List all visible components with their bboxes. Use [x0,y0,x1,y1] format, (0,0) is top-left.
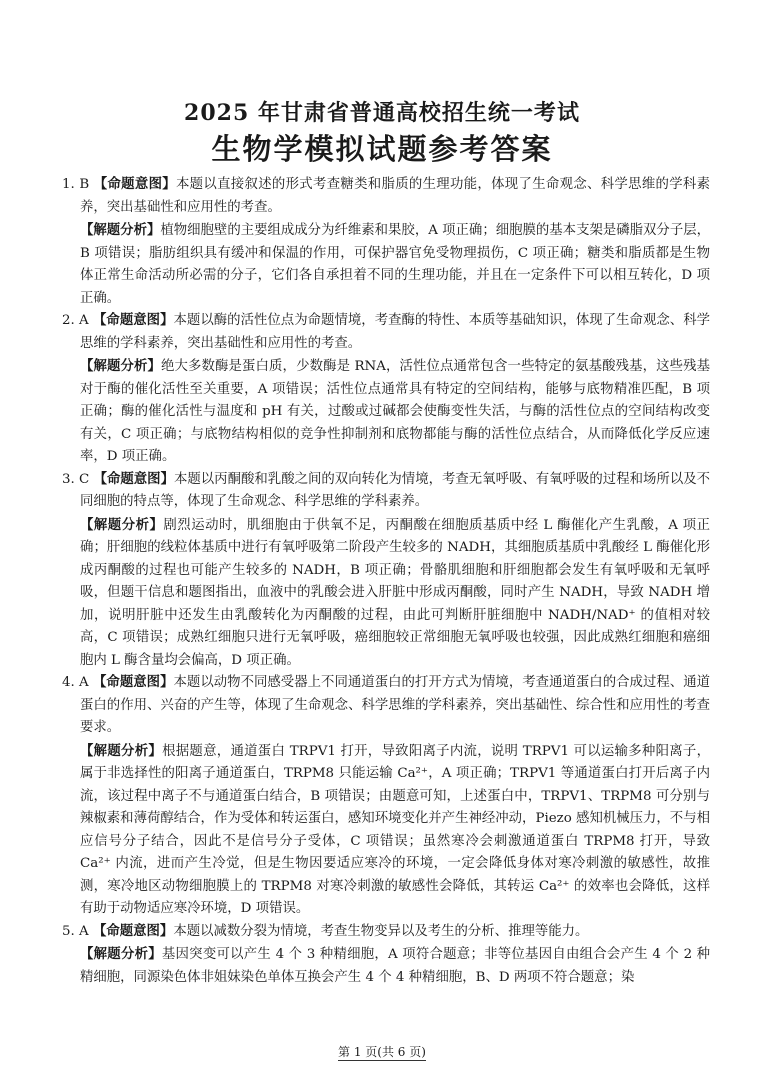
exam-title: 2025 年甘肃省普通高校招生统一考试 [184,100,580,126]
analysis-tag: 【解题分析】 [80,359,162,374]
analysis-tag: 【解题分析】 [80,223,161,238]
question-4-analysis [62,741,710,921]
analysis-text: 基因突变可以产生 4 个 3 种精细胞，A 项符合题意；非等位基因自由组合会产生 4 个 2 种精细胞，同源染色体非姐妹染色单体互换会产生 4 个 4 种精细胞，B、D 两项不符合题意；染 [80,947,710,985]
analysis-tag: 【解题分析】 [80,743,163,759]
answer-body [62,174,710,989]
analysis-tag: 【解题分析】 [80,947,162,962]
analysis-text: 根据题意，通道蛋白 TRPV1 打开，导致阳离子内流，说明 TRPV1 可以运输多种阳离子，属于非选择性的阳离子通道蛋白，TRPM8 只能运输 Ca²⁺，A 项正确；TRPV1 等通道蛋白打开后离子内流，该过程中离子不与通道蛋白结合，B 项错误；由题意可知，上述蛋白中，TRPV1、TRPM8 可分别与辣椒素和薄荷醇结合，作为受体和转运蛋白，感知环境变化并产生神经冲动，Piezo 感知机械压力，不与相应信号分子结合，因此不是信号分子受体，C 项错误；虽然寒冷会刺激通道蛋白 TRPM8 打开，导致 Ca²⁺ 内流，进而产生冷觉，但是生物因要适应寒冷的环境，一定会降低身体对寒冷刺激的敏感性，故推测，寒冷地区动物细胞膜上的 TRPM8 对寒冷刺激的敏感性会降低，其转运 Ca²⁺ 的效率也会降低，这样有助于动物适应寒冷环境，D 项错误。 [80,743,711,916]
question-5-analysis [62,944,710,989]
question-number-answer: 2. A [62,313,89,328]
analysis-tag: 【解题分析】 [80,517,164,533]
question-5-intent [62,921,710,944]
question-2-intent [62,310,710,355]
intent-text: 本题以酶的活性位点为命题情境，考查酶的特性、本质等基础知识，体现了生命观念、科学思维的学科素养，突出基础性和应用性的考查。 [80,313,711,351]
analysis-text: 绝大多数酶是蛋白质，少数酶是 RNA，活性位点通常包含一些特定的氨基酸残基，这些残基对于酶的催化活性至关重要，A 项错误；活性位点通常具有特定的空间结构，能够与底物精准匹配，B 项正确；酶的催化活性与温度和 pH 有关，过酸或过碱都会使酶变性失活，与酶的活性位点的空间结构改变有关，C 项正确；与底物结构相似的竞争性抑制剂和底物都能与酶的活性位点结合，从而降低化学反应速率，D 项正确。 [80,359,710,464]
question-number-answer: 1. B [62,177,90,192]
answer-key-title: 生物学模拟试题参考答案 [211,132,553,166]
intent-text: 本题以动物不同感受器上不同通道蛋白的打开方式为情境，考查通道蛋白的合成过程、通道蛋白的作用、兴奋的产生等，体现了生命观念、科学思维的学科素养，突出基础性、综合性和应用性的考查要求。 [80,675,711,735]
intent-tag: 【命题意图】 [93,313,174,328]
intent-text: 本题以减数分裂为情境，考查生物变异以及考生的分析、推理等能力。 [173,923,589,939]
question-number-answer: 3. C [62,471,90,487]
page-number: 第 1 页(共 6 页) [338,1045,426,1059]
question-1-intent [62,174,710,219]
analysis-text: 剧烈运动时，肌细胞由于供氧不足，丙酮酸在细胞质基质中经 L 酶催化产生乳酸，A 项正确；肝细胞的线粒体基质中进行有氧呼吸第二阶段产生较多的 NADH，其细胞质基质中乳酸经 L 酶催化形成丙酮酸的过程也可能产生较多的 NADH，B 项正确；骨骼肌细胞和肝细胞都会发生有氧呼吸和无氧呼吸，但题干信息和题图指出，血液中的乳酸会进入肝脏中形成丙酮酸，同时产生 NADH，导致 NADH 增加，说明肝脏中还发生由乳酸转化为丙酮酸的过程，由此可判断肝脏细胞中 NADH/NAD⁺ 的值相对较高，C 项错误；成熟红细胞只进行无氧呼吸，癌细胞较正常细胞无氧呼吸也较强，因此成熟红细胞和癌细胞内 L 酶含量均会偏高，D 项正确。 [80,517,710,668]
question-3-intent [62,469,710,514]
intent-tag: 【命题意图】 [92,923,174,939]
question-number-answer: 5. A [62,923,89,939]
page-footer [0,1043,764,1060]
intent-text: 本题以直接叙述的形式考查糖类和脂质的生理功能，体现了生命观念、科学思维的学科素养，突出基础性和应用性的考查。 [80,177,711,215]
question-4-intent [62,672,710,740]
question-2-analysis [62,356,710,469]
analysis-text: 植物细胞壁的主要组成成分为纤维素和果胶，A 项正确；细胞膜的基本支架是磷脂双分子层，B 项错误；脂肪组织具有缓冲和保温的作用，可保护器官免受物理损伤，C 项正确；糖类和脂质都是生物体正常生命活动所必需的分子，它们各自承担着不同的生理功能，并且在一定条件下可以相互转化，D 项正确。 [80,223,710,306]
question-1-analysis [62,220,710,310]
intent-tag: 【命题意图】 [93,675,174,690]
intent-text: 本题以丙酮酸和乳酸之间的双向转化为情境，考查无氧呼吸、有氧呼吸的过程和场所以及不同细胞的特点等，体现了生命观念、科学思维的学科素养。 [80,471,711,509]
intent-tag: 【命题意图】 [93,471,174,487]
intent-tag: 【命题意图】 [93,177,176,192]
question-number-answer: 4. A [62,675,89,690]
question-3-analysis [62,515,710,673]
